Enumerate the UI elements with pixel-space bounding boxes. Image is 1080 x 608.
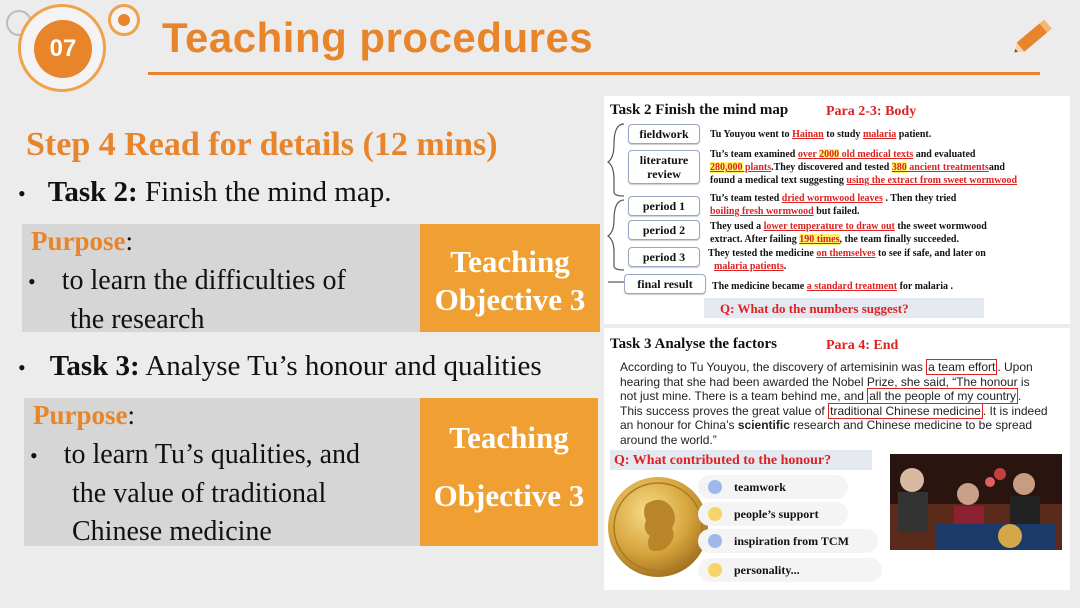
factor-dot-icon	[708, 534, 722, 548]
decor-ring-small	[108, 4, 140, 36]
mindmap-para: Para 2-3: Body	[826, 104, 917, 119]
factor-teamwork: teamwork	[698, 475, 848, 499]
period1-text: Tu’s team tested dried wormwood leaves . Then they tried boiling fresh wormwood but failed.	[710, 193, 957, 217]
honour-question: Q: What contributed to the honour?	[614, 453, 832, 468]
literature-text: Tu’s team examined over 2000 old medical texts and evaluated 280,000 plants.They discovered and tested 380 ancient treatmentsand found a medical text suggesting using the extract from sweet wormwood	[710, 149, 1018, 186]
task3-panel	[604, 328, 1070, 590]
purpose-text: • to learn the difficulties of the research	[28, 265, 346, 335]
nobel-medal-image	[606, 474, 710, 580]
factor-dot-icon	[708, 563, 722, 577]
task3-panel-title: Task 3 Analyse the factors	[610, 336, 777, 352]
task3-text: Analyse Tu’s honour and qualities	[139, 350, 542, 382]
label-literature-review: literature review	[628, 150, 700, 184]
factor-dot-icon	[708, 480, 722, 494]
task2-line	[18, 176, 391, 209]
purpose-box-1	[22, 224, 420, 335]
factor-tcm: inspiration from TCM	[698, 529, 878, 553]
period2-text: They used a lower temperature to draw out the sweet wormwood extract. After failing 190 times, the team finally succeeded.	[710, 221, 987, 245]
page-title: Teaching procedures	[162, 14, 594, 61]
purpose-label: Purpose:	[33, 400, 136, 430]
numbers-question: Q: What do the numbers suggest?	[720, 301, 909, 316]
pencil-icon	[1012, 12, 1058, 58]
section-number-badge: 07	[34, 20, 92, 78]
bullet: •	[18, 181, 26, 206]
purpose-box-2	[24, 398, 420, 546]
label-period-1: period 1	[628, 196, 700, 216]
label-period-3: period 3	[628, 247, 700, 267]
task2-label: Task 2:	[47, 176, 138, 208]
factor-dot-icon	[708, 507, 722, 521]
purpose-text: • to learn Tu’s qualities, and the value of traditional Chinese medicine	[30, 439, 361, 547]
label-fieldwork: fieldwork	[628, 124, 700, 144]
task3-para: Para 4: End	[826, 338, 899, 353]
label-final-result: final result	[624, 274, 706, 294]
task3-passage: According to Tu Youyou, the discovery of artemisinin was a team effort . Upon hearing that she had been awarded the Nobel Prize, she said, “The honour is not just mine. There is a team behind me, and all the people of my country . This success proves the great value of traditional Chinese medicine . It is indeed an honour for China’s scientific research and Chinese medicine to be spread around the world.”	[620, 360, 1048, 447]
task3-line: • Task 3: Analyse Tu’s honour and qualities	[18, 350, 542, 382]
final-text: The medicine became a standard treatment for malaria .	[712, 281, 953, 292]
award-photo	[890, 454, 1062, 550]
mindmap-panel	[604, 96, 1070, 324]
teaching-objective-1: Teaching Objective 3	[420, 224, 600, 332]
step-heading: Step 4 Read for details (12 mins)	[26, 126, 498, 163]
title-underline	[148, 72, 1040, 75]
factor-peoples-support: people’s support	[698, 502, 848, 526]
mindmap-title: Task 2 Finish the mind map	[610, 102, 789, 118]
task3-label: Task 3:	[49, 350, 140, 382]
factor-personality: personality...	[698, 558, 882, 582]
task2-text: Finish the mind map.	[137, 176, 392, 208]
label-period-2: period 2	[628, 220, 700, 240]
fieldwork-text: Tu Youyou went to Hainan to study malaria patient.	[710, 129, 932, 140]
purpose-label: Purpose:	[31, 226, 134, 256]
period3-text: They tested the medicine on themselves to see if safe, and later on malaria patients.	[708, 248, 986, 272]
teaching-objective-2: Teaching Objective 3	[420, 398, 598, 546]
